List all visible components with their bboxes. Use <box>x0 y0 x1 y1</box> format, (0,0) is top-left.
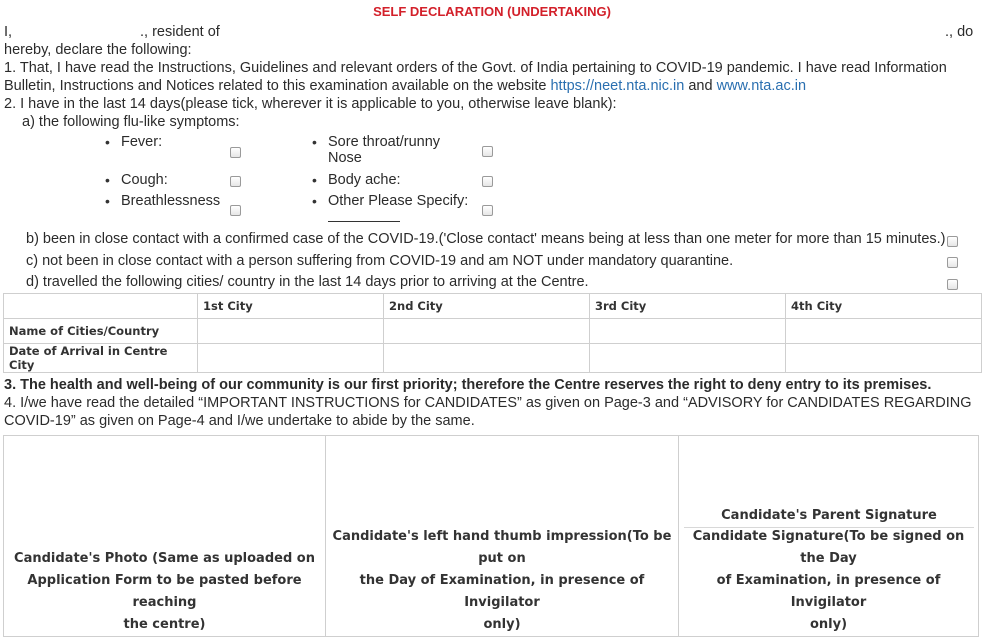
point-2b: b) been in close contact with a confirmed case of the COVID-19.('Close contact' means being at less than one meter for more than 15 minutes.) <box>26 231 946 247</box>
point-4-line-1: 4. I/we have read the detailed “IMPORTANT INSTRUCTIONS for CANDIDATES” as given on Page-3 and “ADVISORY for CANDIDATES REGARDING <box>4 395 972 411</box>
point-4-line-2: COVID-19” as given on Page-4 and I/we undertake to abide by the same. <box>4 413 475 429</box>
sore-throat-checkbox[interactable] <box>482 146 493 157</box>
nta-website-link[interactable]: www.nta.ac.in <box>716 78 807 94</box>
body-ache-checkbox[interactable] <box>482 176 493 187</box>
symptom-other-label: Other Please Specify: <box>328 193 469 209</box>
thumb-impression-box[interactable] <box>326 436 679 637</box>
signature-label-2: of Examination, in presence of Invigilator <box>716 573 941 610</box>
symptom-fever-label: Fever: <box>121 134 163 150</box>
signature-table <box>3 435 979 637</box>
symptom-breathlessness-label: Breathlessness <box>121 193 221 209</box>
close-contact-checkbox[interactable] <box>947 236 958 247</box>
cough-checkbox[interactable] <box>230 176 241 187</box>
candidate-photo-box[interactable] <box>4 436 326 637</box>
table-header-cell: 3rd City <box>590 294 786 319</box>
point-2-heading: 2. I have in the last 14 days(please tick, wherever it is applicable to you, otherwise leave blank): <box>4 96 617 112</box>
candidate-signature-box[interactable] <box>679 436 979 637</box>
symptom-body-ache-label: Body ache: <box>328 172 401 188</box>
parent-signature-line[interactable] <box>684 527 974 528</box>
other-checkbox[interactable] <box>482 205 493 216</box>
signature-label-1: Candidate Signature(To be signed on the Day <box>692 529 965 566</box>
thumb-label-3: only) <box>483 617 521 632</box>
table-header-row <box>4 294 982 319</box>
photo-label-3: the centre) <box>123 617 206 632</box>
symptom-sore-throat-label-2: Nose <box>328 150 362 166</box>
cities-table <box>3 293 982 373</box>
travelled-checkbox[interactable] <box>947 279 958 290</box>
arrival-date-input[interactable] <box>590 344 786 373</box>
point-1-line-1: 1. That, I have read the Instructions, Guidelines and relevant orders of the Govt. of India pertaining to COVID-19 pandemic. I have read Information <box>4 60 947 76</box>
point-1-text: Bulletin, Instructions and Notices related to this examination available on the website <box>4 78 547 94</box>
bullet-icon: • <box>312 134 317 150</box>
signature-label-3: only) <box>809 617 848 632</box>
table-header-cell: 4th City <box>786 294 982 319</box>
point-2a-label: a) the following flu-like symptoms: <box>22 114 240 130</box>
other-specify-line[interactable] <box>328 221 400 222</box>
row-label: Name of Cities/Country <box>4 319 198 344</box>
symptom-sore-throat-label: Sore throat/runny <box>328 134 441 150</box>
table-row <box>4 344 982 373</box>
city-name-input[interactable] <box>198 319 384 344</box>
arrival-date-input[interactable] <box>786 344 982 373</box>
arrival-date-input[interactable] <box>384 344 590 373</box>
point-1-and: and <box>688 78 713 94</box>
intro-resident-of: ., resident of <box>140 24 220 40</box>
neet-website-link[interactable]: https://neet.nta.nic.in <box>550 78 685 94</box>
not-in-contact-checkbox[interactable] <box>947 257 958 268</box>
arrival-date-input[interactable] <box>198 344 384 373</box>
intro-declare: hereby, declare the following: <box>4 42 192 58</box>
bullet-icon: • <box>105 193 110 209</box>
thumb-label-1: Candidate's left hand thumb impression(To be put on <box>332 529 672 566</box>
point-1-line-2 <box>4 77 806 95</box>
point-3 <box>4 376 931 394</box>
city-name-input[interactable] <box>384 319 590 344</box>
point-3-text: 3. The health and well-being of our community is our first priority; therefore the Centre reserves the right to deny entry to its premises. <box>4 377 932 393</box>
point-2d: d) travelled the following cities/ country in the last 14 days prior to arriving at the Centre. <box>26 274 589 290</box>
page-title: SELF DECLARATION (UNDERTAKING) <box>373 4 611 19</box>
bullet-icon: • <box>312 193 317 209</box>
photo-label-2: Application Form to be pasted before reaching <box>27 573 302 610</box>
fever-checkbox[interactable] <box>230 147 241 158</box>
row-label: Date of Arrival in Centre City <box>4 344 198 373</box>
table-header-cell: 2nd City <box>384 294 590 319</box>
intro-i: I, <box>4 24 13 40</box>
point-2c: c) not been in close contact with a person suffering from COVID-19 and am NOT under mandatory quarantine. <box>26 253 734 269</box>
breathlessness-checkbox[interactable] <box>230 205 241 216</box>
table-row <box>4 319 982 344</box>
table-header-cell: 1st City <box>198 294 384 319</box>
bullet-icon: • <box>105 172 110 188</box>
bullet-icon: • <box>105 134 110 150</box>
intro-do: ., do <box>945 24 974 40</box>
table-header-cell <box>4 294 198 319</box>
symptom-cough-label: Cough: <box>121 172 168 188</box>
parent-signature-label: Candidate's Parent Signature <box>721 508 937 523</box>
city-name-input[interactable] <box>590 319 786 344</box>
city-name-input[interactable] <box>786 319 982 344</box>
photo-label-1: Candidate's Photo (Same as uploaded on <box>14 551 315 566</box>
thumb-label-2: the Day of Examination, in presence of Invigilator <box>359 573 645 610</box>
bullet-icon: • <box>312 172 317 188</box>
